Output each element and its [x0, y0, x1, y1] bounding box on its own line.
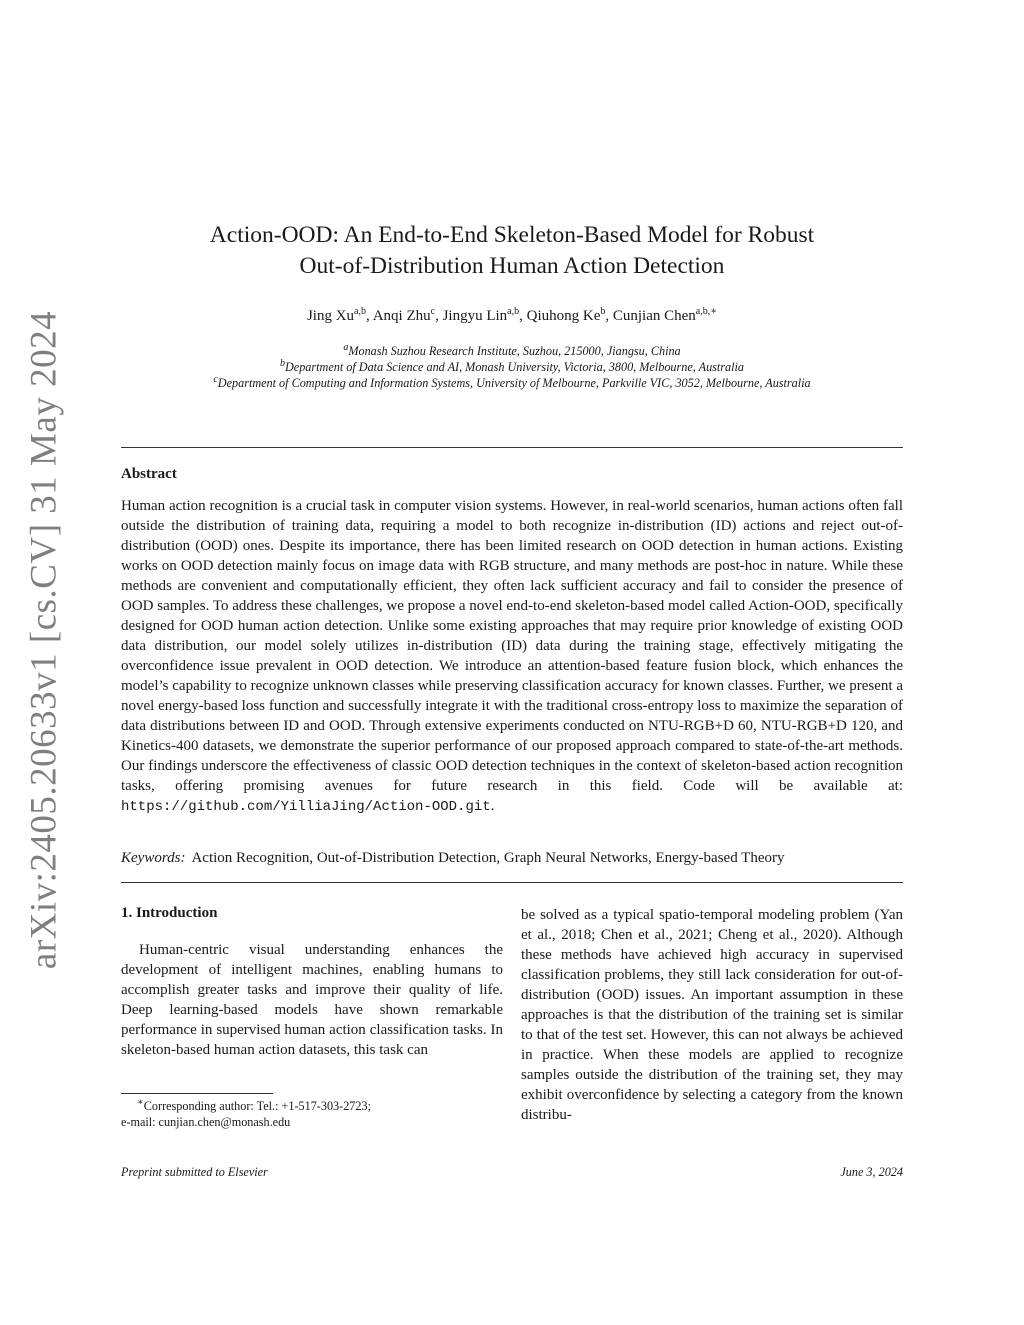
title-line-2: Out-of-Distribution Human Action Detection: [299, 253, 725, 279]
footnote: [121, 1098, 511, 1130]
code-url-link[interactable]: https://github.com/YilliaJing/Action-OOD.git: [121, 799, 491, 815]
intro-paragraph-left: Human-centric visual understanding enhances the development of intelligent machines, enabling humans to accomplish greater tasks and improve their quality of life. Deep learning-based models have shown remarkable performance in supervised human action classification tasks. In skeleton-based human action datasets, this task can: [121, 942, 503, 1058]
arxiv-id: arXiv:2405.20633v1 [cs.CV] 31 May 2024: [23, 310, 65, 970]
title-line-1: Action-OOD: An End-to-End Skeleton-Based Model for Robust: [209, 222, 815, 248]
author: Cunjian Chen$^{a,b,∗}$: [612, 306, 718, 324]
footnote-line-2: e-mail: cunjian.chen@monash.edu: [121, 1115, 291, 1129]
footnote-rule: [121, 1093, 273, 1094]
author: Qiuhong Ke$^b$,: [526, 306, 613, 324]
affiliation-a: $^a$Monash Suzhou Research Institute, Suzhou, 215000, Jiangsu, China: [343, 341, 681, 358]
abstract-bottom-rule: [121, 882, 903, 883]
footer-date: June 3, 2024: [840, 1165, 903, 1179]
arxiv-watermark: [23, 310, 65, 970]
affiliations: [120, 343, 904, 391]
abstract-text: Human action recognition is a crucial task in computer vision systems. However, in real-world scenarios, human actions often fall outside the distribution of training data, requiring a model to both recognize in-distribution (ID) actions and reject out-of-distribution (OOD) ones. Despite its importance, there has been limited research on OOD detection in human actions. Existing works on OOD detection mainly focus on image data with RGB structure, and many methods are post-hoc in nature. While these methods are convenient and computationally efficient, they often lack sufficient accuracy and fail to consider the presence of OOD samples. To address these challenges, we propose a novel end-to-end skeleton-based model called Action-OOD, specifically designed for OOD human action detection. Unlike some existing approaches that may require prior knowledge of existing OOD data distribution, our model solely utilizes in-distribution (ID) data during the training stage, effectively mitigating the overconfidence issue prevalent in OOD detection. We introduce an attention-based feature fusion block, which enhances the model’s capability to recognize unknown classes while preserving classification accuracy for known classes. Further, we present a novel energy-based loss function and successfully integrate it with the traditional cross-entropy loss to maximize the separation of data distributions between ID and OOD. Through extensive experiments conducted on NTU-RGB+D 60, NTU-RGB+D 120, and Kinetics-400 datasets, we demonstrate the superior performance of our proposed approach compared to state-of-the-art methods. Our findings underscore the effectiveness of classic OOD detection techniques in the context of skeleton-based action recognition tasks, offering promising avenues for future research in this field. Code will be available at: https://github.com/YilliaJing/Action-OOD.git.: [121, 498, 903, 815]
author-list: [120, 306, 904, 326]
abstract-heading: Abstract: [121, 466, 177, 482]
paper-title: [120, 220, 904, 282]
keywords-list: Action Recognition, Out-of-Distribution Detection, Graph Neural Networks, Energy-based Theory: [191, 850, 785, 866]
footer-preprint-note: Preprint submitted to Elsevier: [121, 1165, 268, 1179]
keywords: [121, 848, 903, 868]
affiliation-c: $^c$Department of Computing and Information Systems, University of Melbourne, Parkville VIC, 3052, Melbourne, Australia: [213, 373, 811, 390]
footnote-line-1: ∗Corresponding author: Tel.: +1-517-303-2723;: [137, 1096, 371, 1113]
intro-paragraph-right: be solved as a typical spatio-temporal modeling problem (Yan et al., 2018; Chen et al., 2021; Cheng et al., 2020). Although these methods have achieved high accuracy in supervised classification problems, they still lack consideration for out-of-distribution (OOD) issues. An important assumption in these approaches is that the distribution of the training set is similar to that of the test set. However, this can not always be achieved in practice. When these models are applied to recognize samples outside the distribution of the training set, they may exhibit overconfidence by selecting a category from the known distribu-: [521, 907, 903, 1123]
author: Jing Xu$^{a,b}$,: [306, 306, 373, 324]
author: Anqi Zhu$^c$,: [372, 306, 443, 324]
section-heading-introduction: 1. Introduction: [121, 905, 218, 921]
author: Jingyu Lin$^{a,b}$,: [442, 306, 527, 324]
affiliation-b: $^b$Department of Data Science and AI, Monash University, Victoria, 3800, Melbourne, Australia: [280, 357, 744, 374]
keywords-label: Keywords:: [121, 850, 186, 866]
abstract-top-rule: [121, 447, 903, 448]
